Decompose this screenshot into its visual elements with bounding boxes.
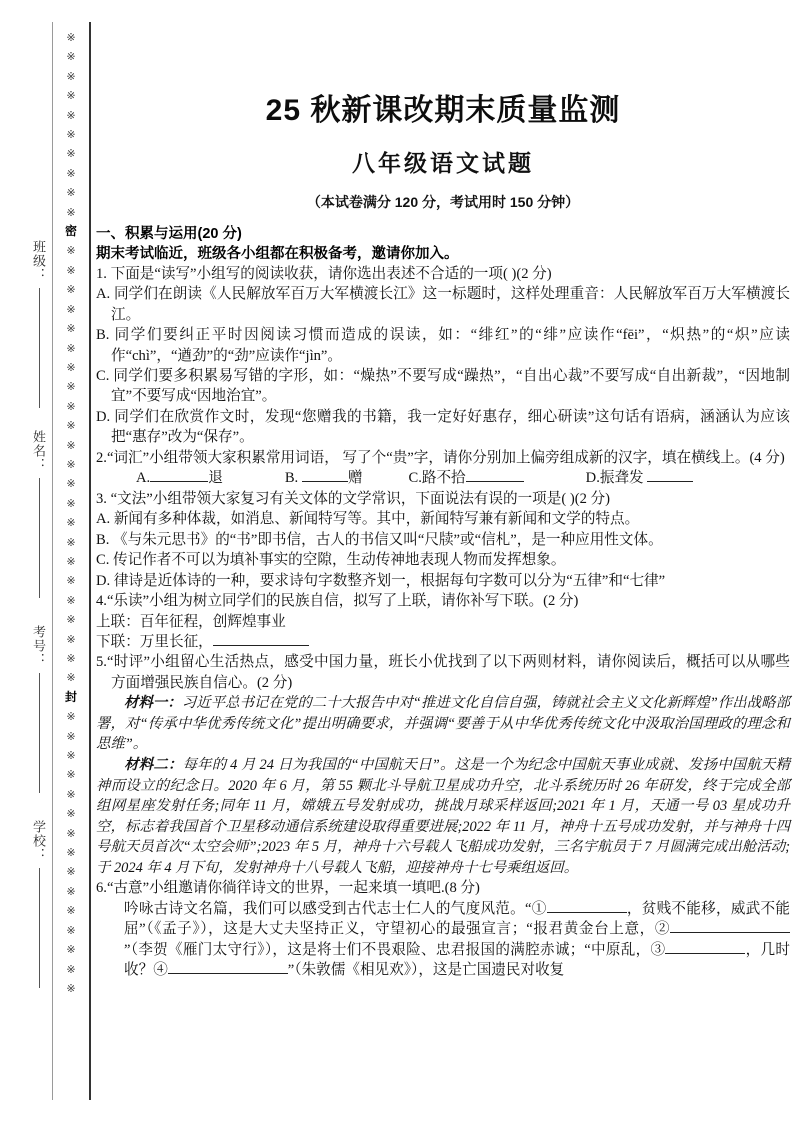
page-title: 25 秋新课改期末质量监测 xyxy=(265,94,621,127)
question-4-couplet-upper: 上联：百年征程，创辉煌事业 xyxy=(96,613,286,630)
exam-content xyxy=(96,22,790,1100)
seal-mark-icon: ※ xyxy=(66,787,76,801)
seal-mark-icon: ※ xyxy=(66,865,76,879)
question-5-material-1 xyxy=(96,693,790,755)
question-6-part-1: 吟咏古诗文名篇，我们可以感受到古代志士仁人的气度风范。“① xyxy=(124,900,547,917)
seal-mark-icon: ※ xyxy=(66,554,76,568)
seal-mark-icon: ※ xyxy=(66,516,76,530)
question-1-option-b: B. 同学们要纠正平时因阅读习惯而造成的误读，如：“绯红”的“绯”应读作“fēi”，“炽热”的“炽”应读作“chì”，“遒劲”的“劲”应读作“jìn”。 xyxy=(96,327,790,364)
material-2-text: 每年的 4 月 24 日为我国的“中国航天日”。这是一个为纪念中国航天事业成就、发扬中国航天精神而设立的纪念日。2020 年 6 月，第 55 颗北斗导航卫星成功升空，北斗系统历时 26 年研发，终于完成全部组网星座发射任务;同年 11 月，嫦娥五号发射成功，挑战月球采样返回;2021 年 1 月，天通一号 03 星成功升空，标志着我国首个卫星移动通信系统建设取得重要进展;2022 年 11 月，神舟十五号成功发射，并与神舟十四号航天员首次“太空会师”;2023 年 5 月，神舟十六号载人飞船成功发射，三名宇航员于 7 月圆满完成出舱活动;于 2024 年 4 月下旬，发射神舟十八号载人飞船，迎接神舟十七号乘组返回。 xyxy=(96,756,790,876)
seal-mark-icon: ※ xyxy=(66,50,76,64)
class-field[interactable] xyxy=(2,240,48,408)
question-2-option-b-label: B. xyxy=(284,470,299,487)
question-6-part-5: ”（朱敦儒《相见欢》），这是亡国遗民对收复 xyxy=(287,962,565,979)
question-2-option-c-label: C. xyxy=(408,470,422,487)
seal-mark-icon: ※ xyxy=(66,923,76,937)
seal-mark-icon: ※ xyxy=(66,457,76,471)
section-heading: 一、积累与运用(20 分) xyxy=(96,226,242,242)
seal-mark-icon: ※ xyxy=(66,69,76,83)
seal-mark-icon: ※ xyxy=(66,671,76,685)
question-4-stem: 4.“乐读”小组为树立同学们的民族自信，拟写了上联，请你补写下联。(2 分) xyxy=(96,593,579,610)
seal-mark-icon: ※ xyxy=(66,768,76,782)
seal-mark-icon: ※ xyxy=(66,477,76,491)
question-6-blank-3[interactable] xyxy=(665,953,745,954)
class-field-rule xyxy=(39,288,40,408)
seal-mark-icon: ※ xyxy=(66,380,76,394)
seal-mark-icon: ※ xyxy=(66,749,76,763)
question-3-option-a: A. 新闻有多种体裁，如消息、新闻特写等。其中，新闻特写兼有新闻和文学的特点。 xyxy=(96,511,640,528)
seal-mark-icon: ※ xyxy=(66,729,76,743)
seal-mark-icon: ※ xyxy=(66,981,76,995)
material-1-label: 材料一： xyxy=(124,695,182,712)
exam-number-field[interactable] xyxy=(2,625,48,793)
question-2-blank-a[interactable] xyxy=(150,481,208,482)
name-field[interactable] xyxy=(2,430,48,598)
seal-mark-icon: ※ xyxy=(66,962,76,976)
seal-mark-icon: ※ xyxy=(66,360,76,374)
question-6-blank-4[interactable] xyxy=(168,973,288,974)
material-1-text: 习近平总书记在党的二十大报告中对“推进文化自信自强，铸就社会主义文化新辉煌”作出战略部署，对“传承中华优秀传统文化”提出明确要求，并强调“要善于从中华优秀传统文化中汲取治国理政的理念和思维”。 xyxy=(96,695,790,753)
question-2-option-d-label: D. xyxy=(585,470,600,487)
exam-number-field-rule xyxy=(39,673,40,793)
question-6-part-4: ，几时收？④ xyxy=(124,941,790,979)
question-5-stem: 5.“时评”小组留心生活热点，感受中国力量，班长小优找到了以下两则材料，请你阅读后，概括可以从哪些方面增强民族自信心。(2 分) xyxy=(96,654,790,691)
question-2-fill-row xyxy=(96,468,790,489)
question-2-option-b-after: 赠 xyxy=(347,470,363,487)
seal-mark-icon: ※ xyxy=(66,128,76,142)
seal-mark-icon: ※ xyxy=(66,884,76,898)
seal-word-mark: 密 xyxy=(64,224,77,239)
question-2-option-c-before: 路不拾 xyxy=(421,470,466,487)
question-4-couplet-lower-prefix: 下联：万里长征， xyxy=(96,633,213,650)
seal-mark-icon: ※ xyxy=(66,846,76,860)
seal-word-mark: 封 xyxy=(64,689,77,704)
seal-marks-column xyxy=(60,28,82,998)
seal-mark-icon: ※ xyxy=(66,826,76,840)
question-6-blank-2[interactable] xyxy=(670,932,790,933)
seal-mark-icon: ※ xyxy=(66,632,76,646)
class-field-label: 班级： xyxy=(31,240,46,282)
seal-mark-icon: ※ xyxy=(66,147,76,161)
school-field-label: 学校： xyxy=(31,820,46,862)
question-6-body xyxy=(96,899,790,981)
seal-mark-icon: ※ xyxy=(66,593,76,607)
school-field[interactable] xyxy=(2,820,48,988)
seal-mark-icon: ※ xyxy=(66,322,76,336)
school-field-rule xyxy=(39,868,40,988)
question-2-stem: 2.“词汇”小组带领大家积累常用词语， 写了个“贵”字，请你分别加上偏旁组成新的汉字，填在横线上。(4 分) xyxy=(96,449,785,466)
question-1-option-d: D. 同学们在欣赏作文时，发现“您赠我的书籍，我一定好好惠存，细心研读”这句话有语病，涵涵认为应该把“惠存”改为“保存”。 xyxy=(96,408,790,446)
student-info-fields xyxy=(2,0,48,1121)
question-3-option-b: B. 《与朱元思书》的“书”即书信，古人的书信又叫“尺牍”或“信札”，是一种应用性文体。 xyxy=(96,531,663,548)
question-4-blank[interactable] xyxy=(213,645,309,646)
exam-number-field-label: 考号： xyxy=(31,625,46,667)
question-1-stem: 1. 下面是“读写”小组写的阅读收获，请你选出表述不合适的一项( )(2 分) xyxy=(96,266,552,282)
outer-border-rule xyxy=(52,22,53,1100)
seal-mark-icon: ※ xyxy=(66,574,76,588)
question-2-blank-d[interactable] xyxy=(647,481,693,482)
question-3-option-d: D. 律诗是近体诗的一种，要求诗句字数整齐划一，根据每句字数可以分为“五律”和“七律” xyxy=(96,572,666,589)
seal-mark-icon: ※ xyxy=(66,341,76,355)
seal-mark-icon: ※ xyxy=(66,283,76,297)
question-2-blank-b[interactable] xyxy=(302,481,348,482)
section-lead-text: 期末考试临近，班级各小组都在积极备考，邀请你加入。 xyxy=(96,246,459,262)
question-2-option-a-after: 退 xyxy=(208,470,223,487)
question-3-stem: 3. “文法”小组带领大家复习有关文体的文学常识，下面说法有误的一项是( )(2 分) xyxy=(96,491,610,508)
seal-mark-icon: ※ xyxy=(66,399,76,413)
seal-mark-icon: ※ xyxy=(66,438,76,452)
seal-mark-icon: ※ xyxy=(66,535,76,549)
question-5-material-2 xyxy=(96,755,790,879)
question-1-option-c: C. 同学们要多积累易写错的字形，如：“燥热”不要写成“躁热”，“自出心裁”不要写成“自出新裁”，“因地制宜”不要写成“因地治宜”。 xyxy=(96,368,790,405)
seal-mark-icon: ※ xyxy=(66,904,76,918)
material-2-label: 材料二： xyxy=(124,756,183,773)
seal-mark-icon: ※ xyxy=(66,186,76,200)
seal-mark-icon: ※ xyxy=(66,302,76,316)
seal-mark-icon: ※ xyxy=(66,807,76,821)
seal-mark-icon: ※ xyxy=(66,89,76,103)
page-subtitle: 八年级语文试题 xyxy=(352,151,534,176)
seal-mark-icon: ※ xyxy=(66,943,76,957)
seal-mark-icon: ※ xyxy=(66,108,76,122)
question-6-blank-1[interactable] xyxy=(547,912,627,913)
seal-line-column xyxy=(0,0,108,1121)
seal-mark-icon: ※ xyxy=(66,496,76,510)
exam-info-note: （本试卷满分 120 分，考试用时 150 分钟） xyxy=(306,194,580,210)
seal-mark-icon: ※ xyxy=(66,244,76,258)
name-field-rule xyxy=(39,478,40,598)
name-field-label: 姓名： xyxy=(31,430,46,472)
inner-border-rule xyxy=(89,22,91,1100)
seal-mark-icon: ※ xyxy=(66,652,76,665)
seal-mark-icon: ※ xyxy=(66,263,76,277)
seal-mark-icon: ※ xyxy=(66,613,76,627)
seal-mark-icon: ※ xyxy=(66,31,76,44)
question-6-stem: 6.“古意”小组邀请你徜徉诗文的世界，一起来填一填吧.(8 分) xyxy=(96,880,480,897)
question-1-option-a: A. 同学们在朗读《人民解放军百万大军横渡长江》这一标题时，这样处理重音：人民解放军百万大军横渡长江。 xyxy=(96,286,790,323)
seal-mark-icon: ※ xyxy=(66,710,76,724)
question-2-blank-c[interactable] xyxy=(466,481,524,482)
question-6-part-2: ，贫贱不能移，威武不能屈”（《孟子》），这是大丈夫坚持正义，守望初心的最强宣言；“报君黄金台上意，② xyxy=(124,900,790,938)
question-2-option-a-label: A. xyxy=(136,470,151,487)
seal-mark-icon: ※ xyxy=(66,419,76,433)
seal-mark-icon: ※ xyxy=(66,166,76,180)
question-6-part-3: ”（李贺《雁门太守行》），这是将士们不畏艰险、忠君报国的满腔赤诚；“中原乱，③ xyxy=(124,941,666,958)
question-4-couplet-lower xyxy=(96,632,790,652)
question-3-option-c: C. 传记作者不可以为填补事实的空隙，生动传神地表现人物而发挥想象。 xyxy=(96,552,566,569)
question-2-option-d-before: 振聋发 xyxy=(599,470,644,487)
seal-mark-icon: ※ xyxy=(66,205,76,219)
